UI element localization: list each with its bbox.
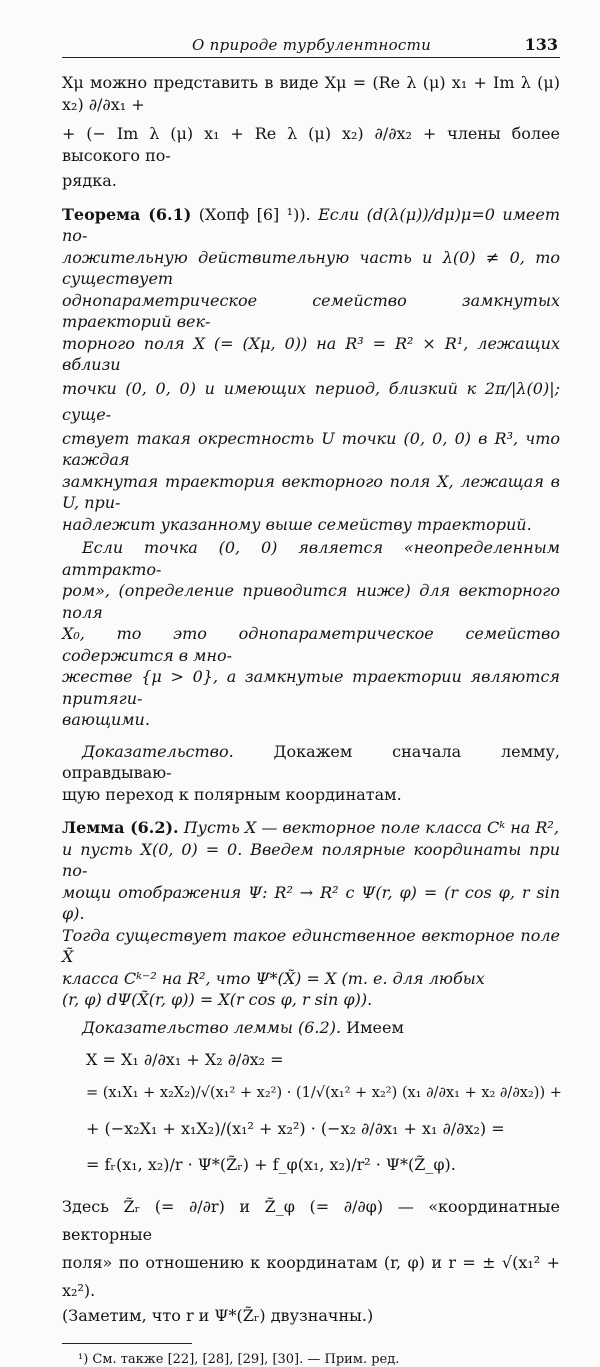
closing-line-3: (Заметим, что r и Ψ*(Z̃ᵣ) двузначны.): [62, 1306, 374, 1325]
attractor-line-1: Если точка (0, 0) является «неопределенным аттракто-: [62, 538, 560, 579]
lemma-line-5: класса Cᵏ⁻² на R², что Ψ*(X̃) = X (т. е. для любых: [62, 968, 485, 988]
footnote-text: ¹) См. также [22], [28], [29], [30]. — Прим. ред.: [78, 1351, 400, 1367]
theorem-line-6: ствует такая окрестность U точки (0, 0, 0) в R³, что каждая: [62, 428, 560, 469]
lemma-line-6: (r, φ) dΨ(X̃(r, φ)) = X(r cos φ, r sin φ)).: [62, 990, 373, 1009]
running-header: [62, 26, 560, 58]
theorem-reference: (Хопф [6] ¹)).: [198, 204, 311, 224]
attractor-line-5: вающими.: [62, 710, 150, 729]
lemma-line-2: и пусть X(0, 0) = 0. Введем полярные координаты при по-: [62, 839, 560, 880]
footnote-area: [62, 1343, 560, 1367]
equation-line-3: + (−x₂X₁ + x₁X₂)/(x₁² + x₂²) · (−x₂ ∂/∂x₁ + x₁ ∂/∂x₂) =: [86, 1119, 505, 1138]
theorem-line-3: однопараметрическое семейство замкнутых траекторий век-: [62, 290, 560, 331]
theorem-line-2: ложительную действительную часть и λ(0) ≠ 0, то существует: [62, 247, 560, 288]
lemma-proof-text: Имеем: [346, 1017, 404, 1037]
intro-line-3: рядка.: [62, 171, 117, 190]
attractor-line-4: жестве {μ > 0}, а замкнутые траектории являются притяги-: [62, 667, 560, 708]
equation-line-4: = fᵣ(x₁, x₂)/r · Ψ*(Z̃ᵣ) + f_φ(x₁, x₂)/r² · Ψ*(Z̃_φ).: [86, 1155, 456, 1174]
proof-line-2: щую переход к полярным координатам.: [62, 784, 402, 804]
theorem-line-4: торного поля X (= (Xμ, 0)) на R³ = R² × R¹, лежащих вблизи: [62, 333, 560, 374]
theorem-line-5: точки (0, 0, 0) и имеющих период, близкий к 2π/|λ(0)|; суще-: [62, 378, 560, 424]
footnote-rule: [62, 1343, 192, 1344]
book-page: [62, 26, 560, 1367]
theorem-line-7: замкнутая траектория векторного поля X, лежащая в U, при-: [62, 471, 560, 512]
intro-paragraph: [62, 72, 560, 192]
theorem-line-8: надлежит указанному выше семейству траекторий.: [62, 514, 532, 534]
running-title: О природе турбулентности: [192, 36, 432, 54]
theorem-heading: Теорема (6.1): [62, 204, 192, 224]
equation-line-1: X = X₁ ∂/∂x₁ + X₂ ∂/∂x₂ =: [86, 1050, 284, 1069]
lemma-line-1: Пусть X — векторное поле класса Cᵏ на R²,: [183, 818, 559, 837]
proof-label: Доказательство.: [82, 741, 234, 761]
attractor-paragraph: [62, 537, 560, 731]
closing-paragraph: [62, 1193, 560, 1327]
closing-line-2: поля» по отношению к координатам (r, φ) и r = ± √(x₁² + x₂²).: [62, 1253, 560, 1300]
closing-line-1: Здесь Z̃ᵣ (= ∂/∂r) и Z̃_φ (= ∂/∂φ) — «координатные векторные: [62, 1197, 560, 1244]
page-number: 133: [524, 35, 558, 54]
proof-line-1: Докажем сначала лемму, оправдываю-: [62, 741, 560, 782]
proof-paragraph: [62, 741, 560, 806]
equation-block: [62, 1044, 560, 1183]
lemma-heading: Лемма (6.2).: [62, 818, 179, 837]
lemma-line-4: Тогда существует такое единственное векторное поле X̃: [62, 925, 560, 966]
lemma-block: [62, 817, 560, 1011]
equation-line-2: = (x₁X₁ + x₂X₂)/√(x₁² + x₂²) · (1/√(x₁² + x₂²) (x₁ ∂/∂x₁ + x₂ ∂/∂x₂)) +: [86, 1085, 562, 1101]
lemma-line-3: мощи отображения Ψ: R² → R² с Ψ(r, φ) = (r cos φ, r sin φ).: [62, 882, 560, 923]
lemma-proof-line: [62, 1017, 560, 1039]
attractor-line-2: ром», (определение приводится ниже) для векторного поля: [62, 581, 560, 622]
theorem-block: [62, 204, 560, 536]
lemma-proof-label: Доказательство леммы (6.2).: [82, 1017, 342, 1037]
attractor-line-3: X₀, то это однопараметрическое семейство содержится в мно-: [62, 624, 560, 665]
theorem-line-1: Если (d(λ(μ))/dμ)μ=0 имеет по-: [62, 204, 561, 245]
intro-line-2: + (− Im λ (μ) x₁ + Re λ (μ) x₂) ∂/∂x₂ + члены более высокого по-: [62, 124, 560, 165]
intro-line-1: Xμ можно представить в виде Xμ = (Re λ (μ) x₁ + Im λ (μ) x₂) ∂/∂x₁ +: [62, 73, 560, 114]
